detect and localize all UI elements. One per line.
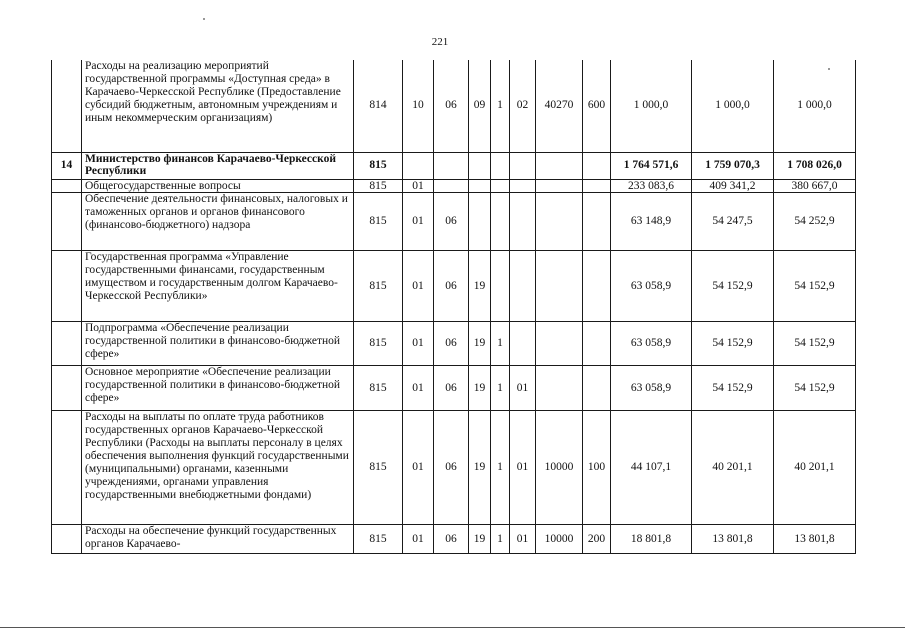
cell-program: [469, 152, 491, 179]
cell-year-3: 40 201,1: [774, 411, 856, 525]
scan-speck: [203, 18, 205, 20]
cell-grbs: 815: [354, 525, 403, 554]
cell-year-3: 1 000,0: [774, 60, 856, 152]
row-number: [52, 193, 82, 251]
cell-year-2: 13 801,8: [692, 525, 774, 554]
cell-grbs: 815: [354, 411, 403, 525]
cell-section: 10: [403, 60, 434, 152]
cell-expense-type: [583, 179, 611, 193]
cell-year-3: 54 252,9: [774, 193, 856, 251]
cell-direction: [536, 179, 583, 193]
table-row: [52, 366, 856, 411]
row-name: Расходы на реализацию мероприятий государственной программы «Доступная среда» в Карачаево-Черкесской Республике (Предоставление субсидий бюджетным, автономным учреждениям и иным некоммерческим организациям): [82, 60, 354, 152]
cell-section: 01: [403, 251, 434, 322]
table-row: [52, 179, 856, 193]
cell-year-1: 44 107,1: [611, 411, 692, 525]
cell-subprogram: 1: [491, 411, 510, 525]
cell-subprogram: [491, 193, 510, 251]
row-name: Государственная программа «Управление государственными финансами, государственным имуществом и государственным долгом Карачаево-Черкесской Республики»: [82, 251, 354, 322]
cell-year-1: 18 801,8: [611, 525, 692, 554]
cell-event: [510, 179, 536, 193]
cell-year-2: 54 152,9: [692, 322, 774, 366]
cell-subsection: 06: [434, 525, 469, 554]
cell-section: 01: [403, 322, 434, 366]
cell-direction: 10000: [536, 411, 583, 525]
cell-subsection: 06: [434, 322, 469, 366]
table-row: [52, 411, 856, 525]
row-number: [52, 366, 82, 411]
cell-year-1: 1 764 571,6: [611, 152, 692, 179]
cell-year-2: 54 152,9: [692, 366, 774, 411]
cell-program: 19: [469, 322, 491, 366]
cell-year-3: 54 152,9: [774, 251, 856, 322]
cell-program: 19: [469, 525, 491, 554]
cell-year-2: 54 247,5: [692, 193, 774, 251]
cell-section: 01: [403, 179, 434, 193]
cell-expense-type: [583, 193, 611, 251]
cell-direction: [536, 322, 583, 366]
cell-grbs: 815: [354, 322, 403, 366]
cell-year-3: 380 667,0: [774, 179, 856, 193]
cell-subprogram: 1: [491, 366, 510, 411]
cell-grbs: 815: [354, 193, 403, 251]
cell-direction: 40270: [536, 60, 583, 152]
table-row: [52, 193, 856, 251]
cell-program: 09: [469, 60, 491, 152]
budget-table-body: [52, 60, 856, 554]
cell-year-1: 1 000,0: [611, 60, 692, 152]
cell-direction: 10000: [536, 525, 583, 554]
row-number: 14: [52, 152, 82, 179]
cell-year-3: 13 801,8: [774, 525, 856, 554]
table-row: [52, 60, 856, 152]
cell-year-2: 1 759 070,3: [692, 152, 774, 179]
cell-year-1: 63 058,9: [611, 251, 692, 322]
cell-event: [510, 251, 536, 322]
cell-event: 01: [510, 366, 536, 411]
cell-program: 19: [469, 366, 491, 411]
cell-section: 01: [403, 193, 434, 251]
cell-direction: [536, 152, 583, 179]
cell-event: 01: [510, 525, 536, 554]
cell-event: [510, 322, 536, 366]
cell-event: 02: [510, 60, 536, 152]
row-name: Расходы на обеспечение функций государственных органов Карачаево-: [82, 525, 354, 554]
cell-year-3: 54 152,9: [774, 322, 856, 366]
cell-subsection: 06: [434, 60, 469, 152]
cell-expense-type: [583, 152, 611, 179]
cell-direction: [536, 193, 583, 251]
scan-speck: [828, 68, 830, 70]
cell-year-1: 63 148,9: [611, 193, 692, 251]
cell-section: 01: [403, 366, 434, 411]
cell-subprogram: 1: [491, 322, 510, 366]
cell-year-2: 1 000,0: [692, 60, 774, 152]
cell-program: 19: [469, 251, 491, 322]
cell-subprogram: [491, 152, 510, 179]
cell-direction: [536, 366, 583, 411]
cell-subsection: 06: [434, 411, 469, 525]
table-row: [52, 322, 856, 366]
cell-subprogram: 1: [491, 525, 510, 554]
cell-grbs: 815: [354, 366, 403, 411]
cell-grbs: 815: [354, 179, 403, 193]
row-name: Подпрограмма «Обеспечение реализации государственной политики в финансово-бюджетной сфере»: [82, 322, 354, 366]
cell-subprogram: [491, 179, 510, 193]
cell-subsection: 06: [434, 366, 469, 411]
row-name: Основное мероприятие «Обеспечение реализации государственной политики в финансово-бюджетной сфере»: [82, 366, 354, 411]
cell-subprogram: [491, 251, 510, 322]
table-row: [52, 251, 856, 322]
cell-year-2: 409 341,2: [692, 179, 774, 193]
cell-year-1: 63 058,9: [611, 322, 692, 366]
cell-program: 19: [469, 411, 491, 525]
row-name: Расходы на выплаты по оплате труда работников государственных органов Карачаево-Черкесской Республики (Расходы на выплаты персоналу в целях обеспечения выполнения функций государственными (муниципальными) органами, казенными учреждениями, органами управления государственными внебюджетными фондами): [82, 411, 354, 525]
cell-program: [469, 193, 491, 251]
cell-direction: [536, 251, 583, 322]
budget-table: [51, 60, 856, 554]
cell-year-3: 54 152,9: [774, 366, 856, 411]
cell-year-2: 54 152,9: [692, 251, 774, 322]
cell-subsection: 06: [434, 251, 469, 322]
cell-section: 01: [403, 411, 434, 525]
row-name: Общегосударственные вопросы: [82, 179, 354, 193]
row-number: [52, 411, 82, 525]
cell-program: [469, 179, 491, 193]
table-row: [52, 525, 856, 554]
row-number: [52, 525, 82, 554]
row-number: [52, 60, 82, 152]
row-name: Министерство финансов Карачаево-Черкесской Республики: [82, 152, 354, 179]
table-row: [52, 152, 856, 179]
row-name: Обеспечение деятельности финансовых, налоговых и таможенных органов и органов финансового (финансово-бюджетного) надзора: [82, 193, 354, 251]
cell-year-1: 233 083,6: [611, 179, 692, 193]
cell-expense-type: [583, 322, 611, 366]
cell-subsection: [434, 179, 469, 193]
row-number: [52, 251, 82, 322]
row-number: [52, 322, 82, 366]
cell-subprogram: 1: [491, 60, 510, 152]
cell-section: [403, 152, 434, 179]
cell-year-1: 63 058,9: [611, 366, 692, 411]
cell-event: [510, 193, 536, 251]
page-number: 221: [431, 36, 449, 48]
cell-year-3: 1 708 026,0: [774, 152, 856, 179]
cell-expense-type: [583, 366, 611, 411]
cell-grbs: 814: [354, 60, 403, 152]
cell-grbs: 815: [354, 251, 403, 322]
cell-expense-type: [583, 251, 611, 322]
cell-event: [510, 152, 536, 179]
cell-grbs: 815: [354, 152, 403, 179]
cell-subsection: 06: [434, 193, 469, 251]
cell-expense-type: 200: [583, 525, 611, 554]
cell-event: 01: [510, 411, 536, 525]
cell-year-2: 40 201,1: [692, 411, 774, 525]
cell-expense-type: 100: [583, 411, 611, 525]
cell-subsection: [434, 152, 469, 179]
row-number: [52, 179, 82, 193]
scan-edge-line: [0, 627, 905, 628]
cell-expense-type: 600: [583, 60, 611, 152]
cell-section: 01: [403, 525, 434, 554]
